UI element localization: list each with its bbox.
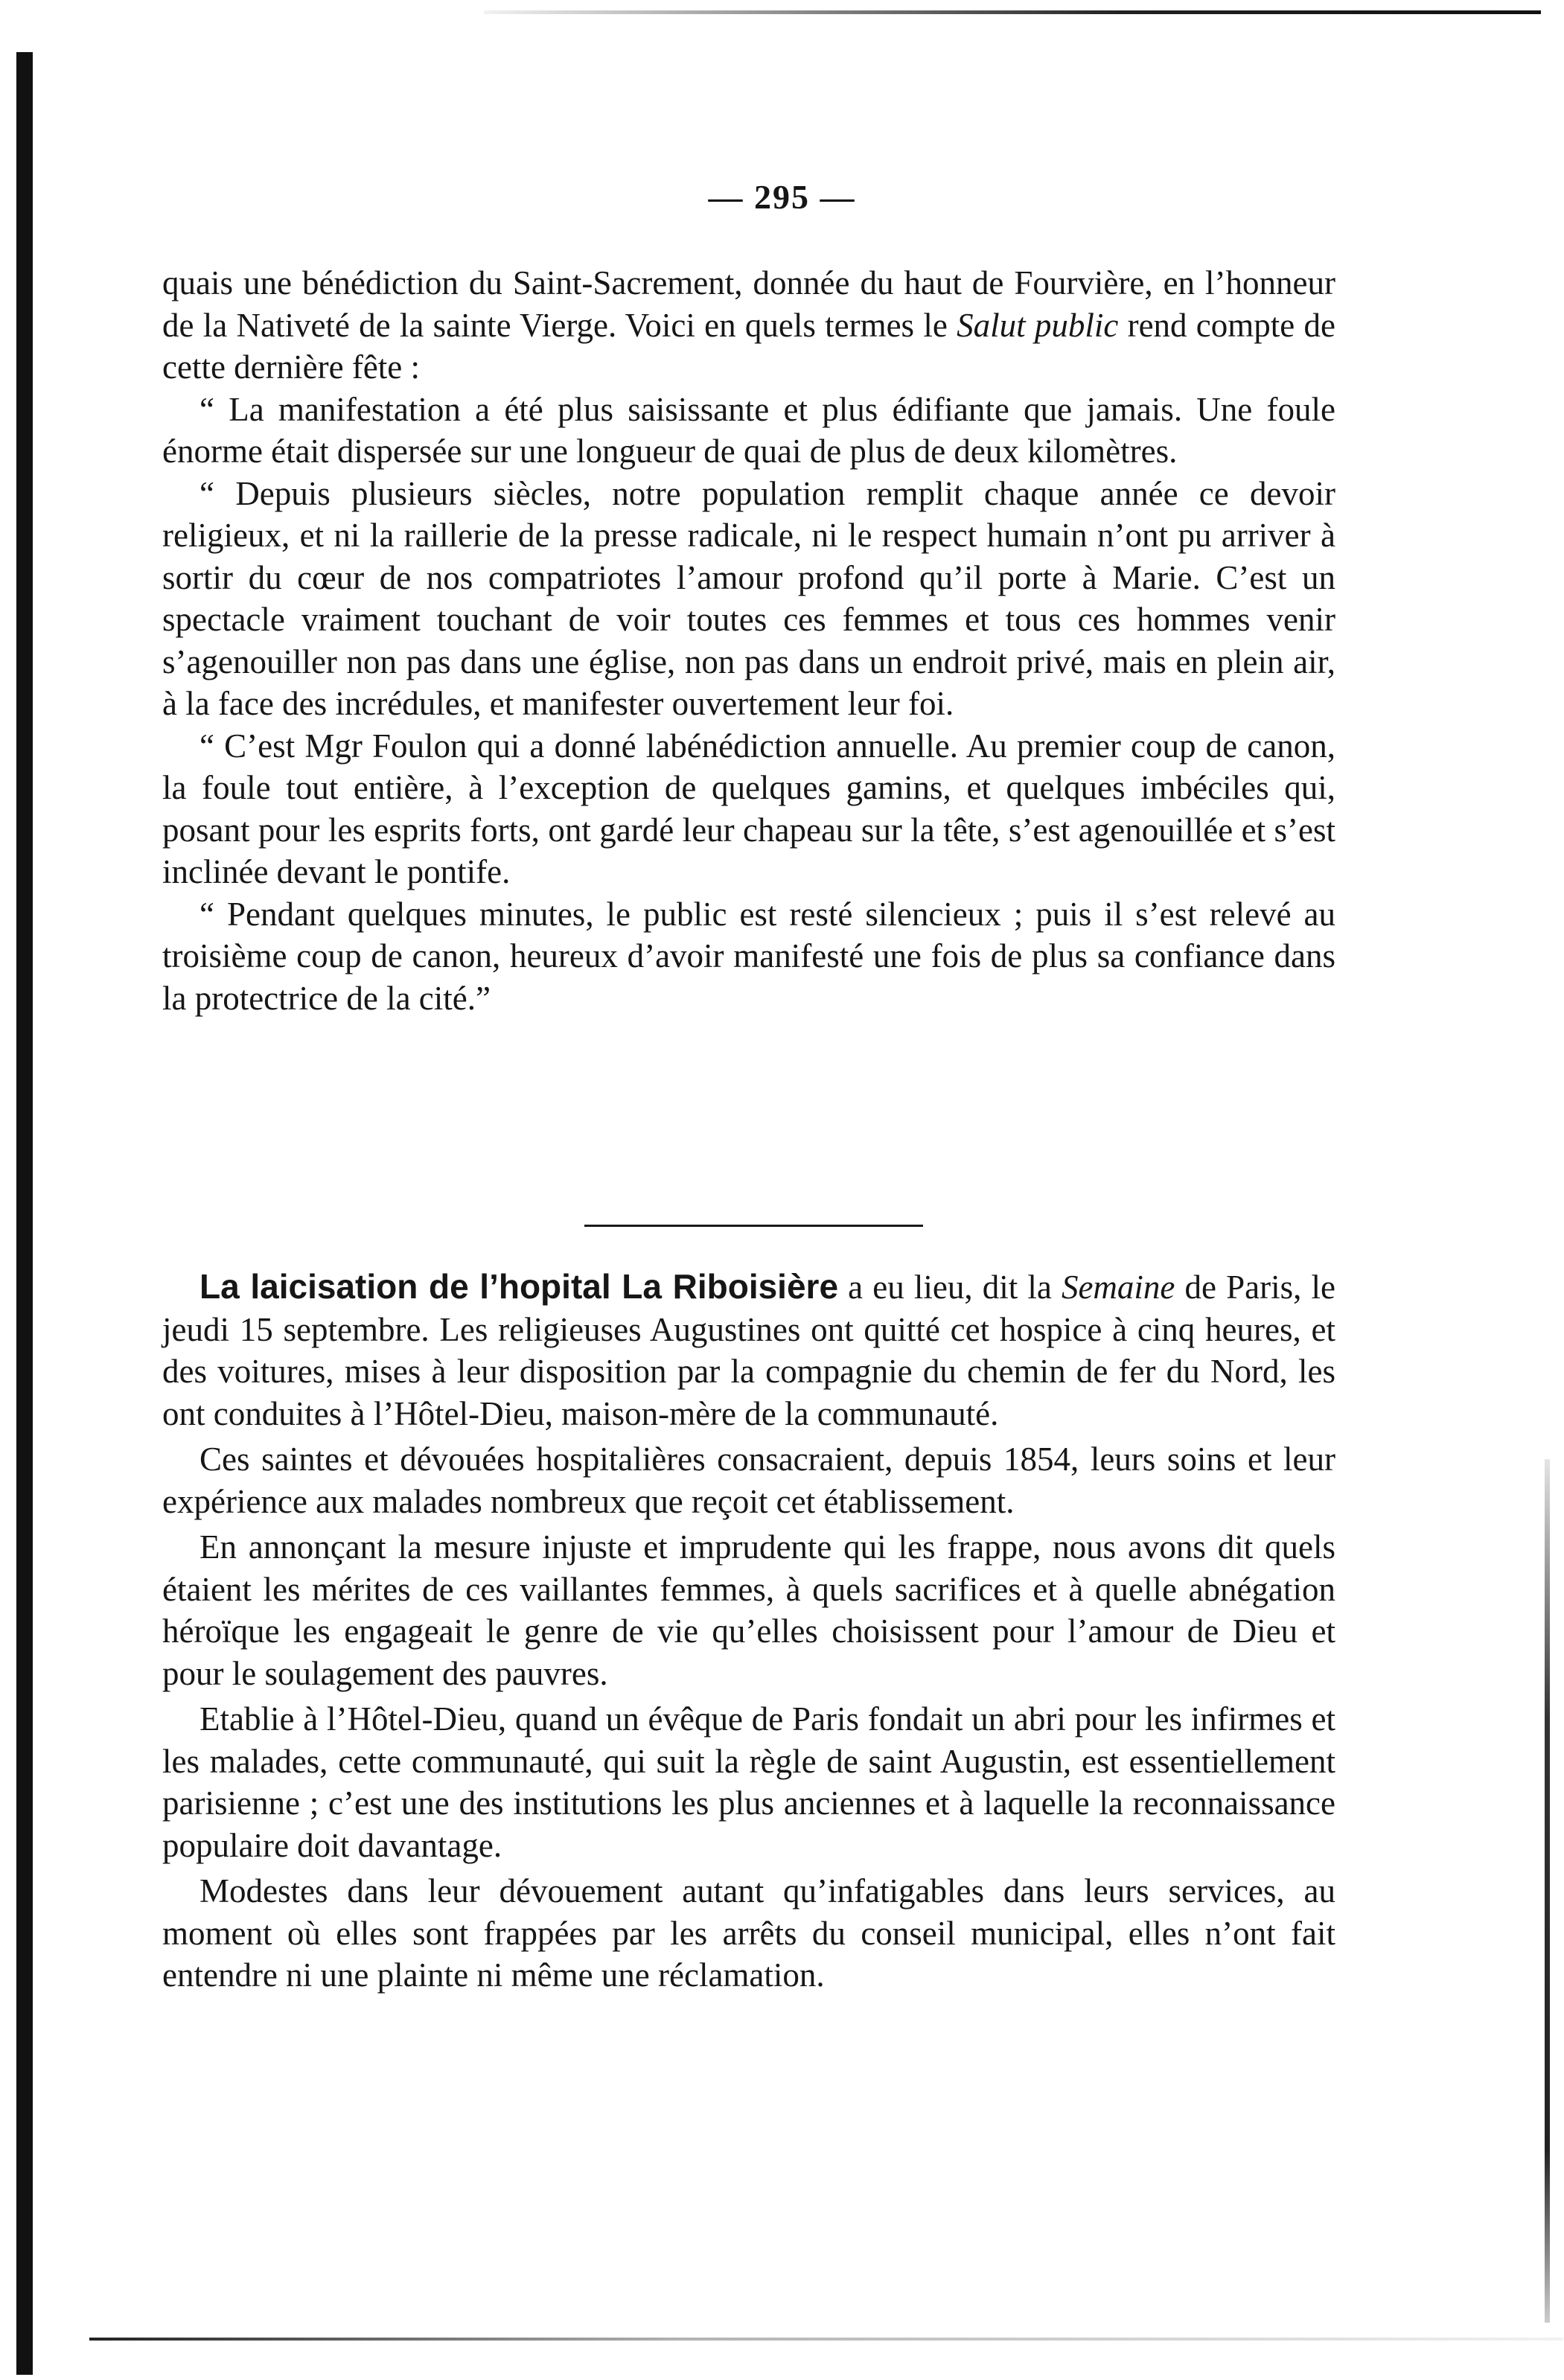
paragraph-text: quais une bénédiction du Saint-Sacrement, donnée du haut de Fourvière, en l’honneur de la Nativeté de la sainte Vierge. Voici en quels termes le [162,264,1335,344]
section-divider [584,1225,923,1227]
journal-name: Semaine [1061,1269,1175,1306]
paragraph-text: rend compte de cette dernière fête : [162,306,1335,386]
article-continuation [162,262,1335,1019]
article-heading: La laicisation de l’hopital La Riboisière [200,1267,839,1306]
paragraph: Modestes dans leur dévouement autant qu’infatigables dans leurs services, au moment où elles sont frappées par les arrêts du conseil municipal, elles n’ont fait entendre ni une plainte ni même une réclamation. [162,1872,1335,1994]
paragraph [162,1266,1335,1435]
scan-edge-left [16,52,33,2375]
paragraph-text: a eu lieu, dit la [838,1269,1062,1306]
page-number: — 295 — [708,178,856,216]
journal-name: Salut public [957,306,1119,344]
quote-paragraph: “ C’est Mgr Foulon qui a donné labénédiction annuelle. Au premier coup de canon, la foule tout entière, à l’exception de quelques gamins, et quelques imbéciles qui, posant pour les esprits forts, ont gardé leur chapeau sur la tête, s’est agenouillée et s’est inclinée devant le pontife. [162,727,1335,890]
scan-edge-top [484,10,1541,14]
quote-paragraph: “ Pendant quelques minutes, le public est resté silencieux ; puis il s’est relevé au troisième coup de canon, heureux d’avoir manifesté une fois de plus sa confiance dans la protectrice de la cité.” [162,895,1335,1017]
paragraph: En annonçant la mesure injuste et imprudente qui les frappe, nous avons dit quels étaient les mérites de ces vaillantes femmes, à quels sacrifices et à quelle abnégation héroïque les engageait le genre de vie qu’elles choisissent pour l’amour de Dieu et pour le soulagement des pauvres. [162,1528,1335,1692]
paragraph-text: de Paris, le jeudi 15 septembre. Les religieuses Augustines ont quitté cet hospice à cinq heures, et des voitures, mises à leur disposition par la compagnie du chemin de fer du Nord, les ont conduites à l’Hôtel-Dieu, maison-mère de la communauté. [162,1269,1335,1432]
paragraph: Etablie à l’Hôtel-Dieu, quand un évêque de Paris fondait un abri pour les infirmes et les malades, cette communauté, qui suit la règle de saint Augustin, est essentiellement parisienne ; c’est une des institutions les plus anciennes et à laquelle la reconnaissance populaire doit davantage. [162,1700,1335,1864]
scan-edge-right [1545,1459,1550,2323]
scan-edge-bottom [89,2338,1563,2341]
quote-paragraph: “ La manifestation a été plus saisissante et plus édifiante que jamais. Une foule énorme était dispersée sur une longueur de quai de plus de deux kilomètres. [162,390,1335,470]
article-laicisation [162,1266,1335,2000]
quote-paragraph: “ Depuis plusieurs siècles, notre population remplit chaque année ce devoir religieux, et ni la raillerie de la presse radicale, ni le respect humain n’ont pu arriver à sortir du cœur de nos compatriotes l’amour profond qu’il porte à Marie. C’est un spectacle vraiment touchant de voir toutes ces femmes et tous ces hommes venir s’agenouiller non pas dans une église, non pas dans un endroit privé, mais en plein air, à la face des incrédules, et manifester ouvertement leur foi. [162,474,1335,722]
paragraph: Ces saintes et dévouées hospitalières consacraient, depuis 1854, leurs soins et leur expérience aux malades nombreux que reçoit cet établissement. [162,1441,1335,1520]
paragraph [162,262,1335,389]
